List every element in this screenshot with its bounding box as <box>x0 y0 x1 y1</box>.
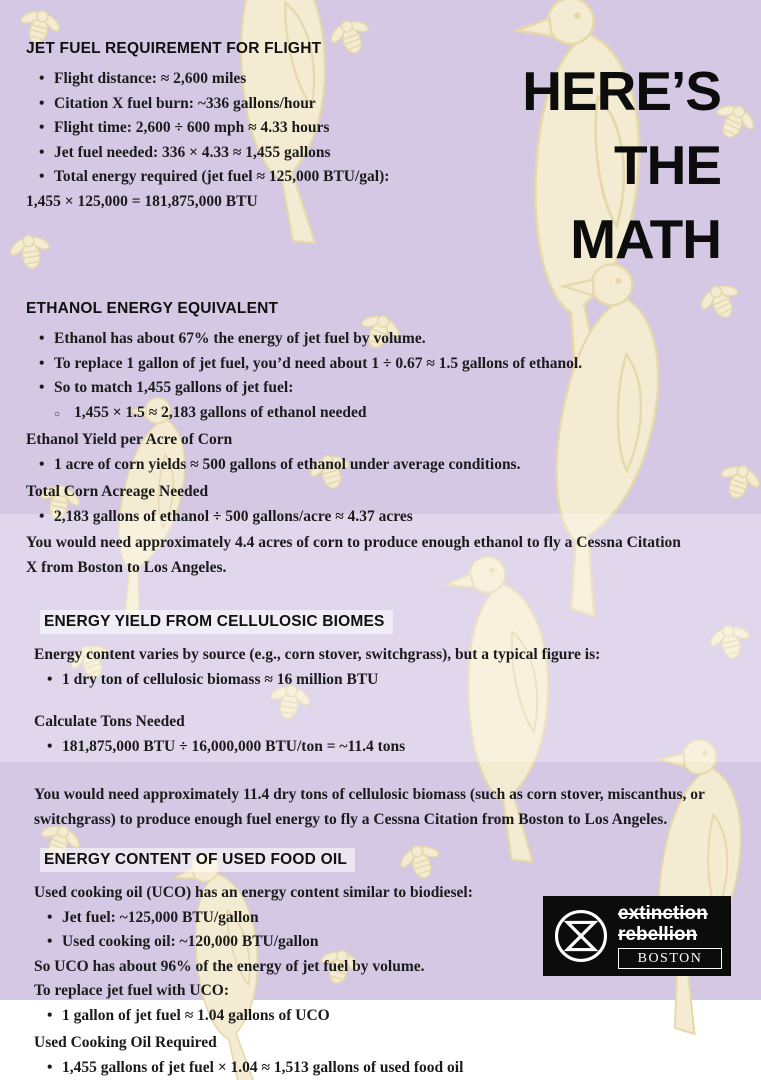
poster-title-line2: MATH <box>570 208 721 270</box>
section-heading-cellulosic: ENERGY YIELD FROM CELLULOSIC BIOMES <box>34 610 731 634</box>
logo-word-extinction: extinction <box>618 903 722 924</box>
section-heading-jet-fuel: JET FUEL REQUIREMENT FOR FLIGHT <box>26 40 446 58</box>
section-jet-fuel <box>26 40 446 276</box>
sub-bullet-item: ○ 1,455 × 1.5 ≈ 2,183 gallons of ethanol needed <box>26 401 731 426</box>
bullet-item: • 2,183 gallons of ethanol ÷ 500 gallons/acre ≈ 4.37 acres <box>26 505 731 530</box>
paragraph: So UCO has about 96% of the energy of jet fuel by volume. <box>34 955 731 980</box>
section-ethanol <box>26 300 731 580</box>
conclusion-paragraph: You would need approximately 11.4 dry tons of cellulosic biomass (such as corn stover, miscanthus, or switchgrass) to produce enough fuel energy to fly a Cessna Citation from Boston to Los Angeles. <box>34 783 731 832</box>
bullet-item: • Total energy required (jet fuel ≈ 125,000 BTU/gal): <box>26 165 446 190</box>
xr-hourglass-icon <box>552 907 610 965</box>
bullet-item: • So to match 1,455 gallons of jet fuel: <box>26 376 731 401</box>
bullet-item: • 181,875,000 BTU ÷ 16,000,000 BTU/ton = ~11.4 tons <box>34 735 731 760</box>
bullet-item: • 1 gallon of jet fuel ≈ 1.04 gallons of UCO <box>34 1004 731 1029</box>
xr-boston-logo <box>543 896 731 976</box>
bullet-item: • Used cooking oil: ~120,000 BTU/gallon <box>34 930 731 955</box>
bullet-item: • Citation X fuel burn: ~336 gallons/hour <box>26 92 446 117</box>
bullet-item: • To replace 1 gallon of jet fuel, you’d need about 1 ÷ 0.67 ≈ 1.5 gallons of ethanol. <box>26 352 731 377</box>
poster-title <box>446 40 731 276</box>
paragraph: Used cooking oil (UCO) has an energy content similar to biodiesel: <box>34 881 731 906</box>
bullet-item: • 1 dry ton of cellulosic biomass ≈ 16 million BTU <box>34 668 731 693</box>
subheading: Used Cooking Oil Required <box>34 1031 731 1056</box>
bullet-item: • 1,455 gallons of jet fuel × 1.04 ≈ 1,513 gallons of used food oil <box>34 1056 731 1080</box>
logo-word-rebellion: rebellion <box>618 924 722 945</box>
section-cellulosic <box>34 610 731 832</box>
subheading: Total Corn Acreage Needed <box>26 480 731 505</box>
equation-line: 1,455 × 125,000 = 181,875,000 BTU <box>26 190 446 215</box>
bullet-item: • Flight time: 2,600 ÷ 600 mph ≈ 4.33 hours <box>26 116 446 141</box>
bullet-item: • Jet fuel: ~125,000 BTU/gallon <box>34 906 731 931</box>
paragraph: Energy content varies by source (e.g., corn stover, switchgrass), but a typical figure is: <box>34 643 731 668</box>
conclusion-paragraph: You would need approximately 4.4 acres of corn to produce enough ethanol to fly a Cessna Citation X from Boston to Los Angeles. <box>26 531 681 580</box>
subheading: Calculate Tons Needed <box>34 710 731 735</box>
bullet-item: • Ethanol has about 67% the energy of jet fuel by volume. <box>26 327 731 352</box>
bullet-item: • Jet fuel needed: 336 × 4.33 ≈ 1,455 gallons <box>26 141 446 166</box>
paragraph: To replace jet fuel with UCO: <box>34 979 731 1004</box>
bullet-item: • 1 acre of corn yields ≈ 500 gallons of ethanol under average conditions. <box>26 453 731 478</box>
subheading: Ethanol Yield per Acre of Corn <box>26 428 731 453</box>
poster-title-line1: HERE’S THE <box>522 60 721 196</box>
bullet-item: • Flight distance: ≈ 2,600 miles <box>26 67 446 92</box>
logo-text <box>618 903 722 969</box>
section-heading-ethanol: ETHANOL ENERGY EQUIVALENT <box>26 300 731 318</box>
logo-city-boston: BOSTON <box>618 948 722 969</box>
section-heading-used-oil: ENERGY CONTENT OF USED FOOD OIL <box>34 848 731 872</box>
